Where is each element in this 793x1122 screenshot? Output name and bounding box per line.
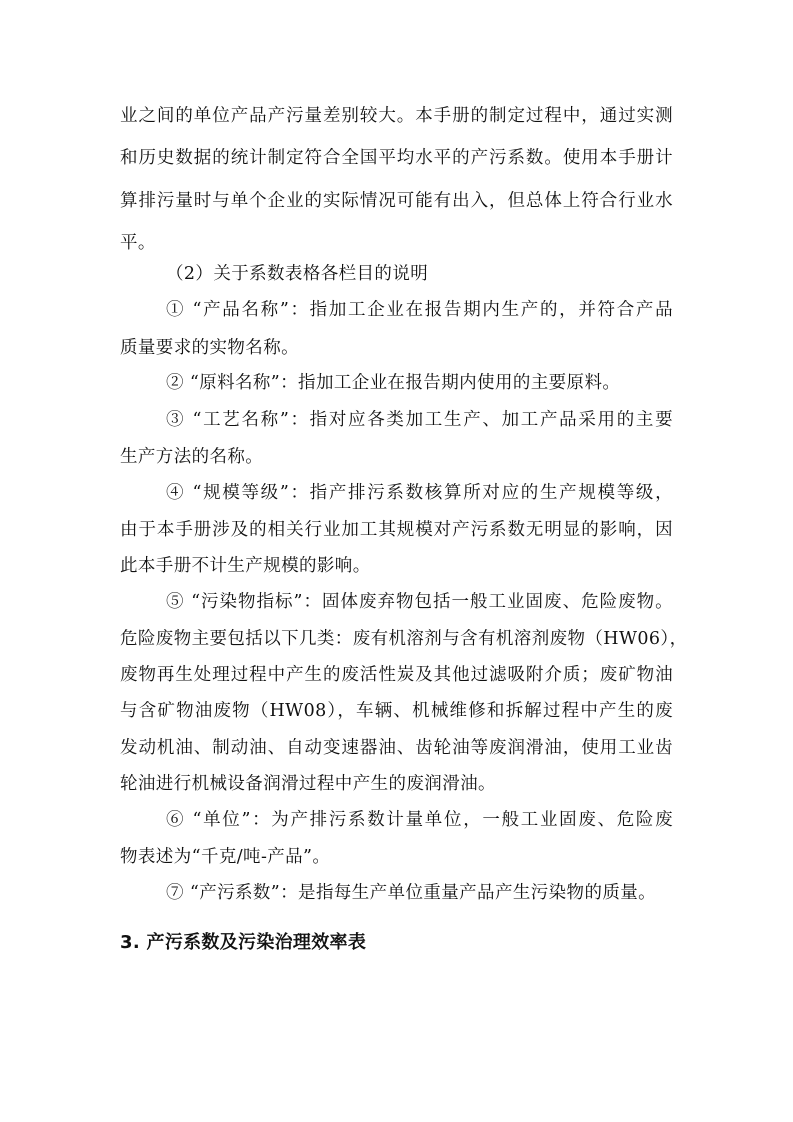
paragraph-line: 业之间的单位产品产污量差别较大。本手册的制定过程中，通过实测 — [120, 106, 673, 126]
paragraph-line: 平。 — [120, 233, 156, 253]
item-line: ④ “规模等级”：指产排污系数核算所对应的生产规模等级， — [166, 483, 673, 503]
section-heading: 3. 产污系数及污染治理效率表 — [120, 932, 367, 953]
item-line: 与含矿物油废物（HW08），车辆、机械维修和拆解过程中产生的废 — [120, 701, 673, 721]
item-line: ③ “工艺名称”：指对应各类加工生产、加工产品采用的主要 — [166, 410, 673, 430]
paragraph-line: 算排污量时与单个企业的实际情况可能有出入，但总体上符合行业水 — [120, 191, 673, 211]
item-line: 物表述为“千克/吨-产品”。 — [120, 847, 331, 867]
item-line: 质量要求的实物名称。 — [120, 338, 299, 358]
item-line: 废物再生处理过程中产生的废活性炭及其他过滤吸附介质；废矿物油 — [120, 665, 673, 685]
item-line: 发动机油、制动油、自动变速器油、齿轮油等废润滑油，使用工业齿 — [120, 738, 673, 758]
item-line: 轮油进行机械设备润滑过程中产生的废润滑油。 — [120, 774, 496, 794]
section-title: （2）关于系数表格各栏目的说明 — [166, 264, 429, 284]
paragraph-line: 和历史数据的统计制定符合全国平均水平的产污系数。使用本手册计 — [120, 148, 673, 168]
item-line: ⑤ “污染物指标”：固体废弃物包括一般工业固废、危险废物。 — [166, 592, 673, 612]
item-line: 由于本手册涉及的相关行业加工其规模对产污系数无明显的影响，因 — [120, 520, 673, 540]
item-line: ② “原料名称”：指加工企业在报告期内使用的主要原料。 — [166, 373, 621, 393]
item-line: ⑥ “单位”：为产排污系数计量单位，一般工业固废、危险废 — [166, 810, 673, 830]
item-line: 危险废物主要包括以下几类：废有机溶剂与含有机溶剂废物（HW06）， — [120, 629, 688, 649]
item-line: 此本手册不计生产规模的影响。 — [120, 556, 371, 576]
item-line: 生产方法的名称。 — [120, 447, 264, 467]
item-line: ① “产品名称”：指加工企业在报告期内生产的，并符合产品 — [166, 300, 673, 320]
item-line: ⑦ “产污系数”：是指每生产单位重量产品产生污染物的质量。 — [166, 883, 657, 903]
